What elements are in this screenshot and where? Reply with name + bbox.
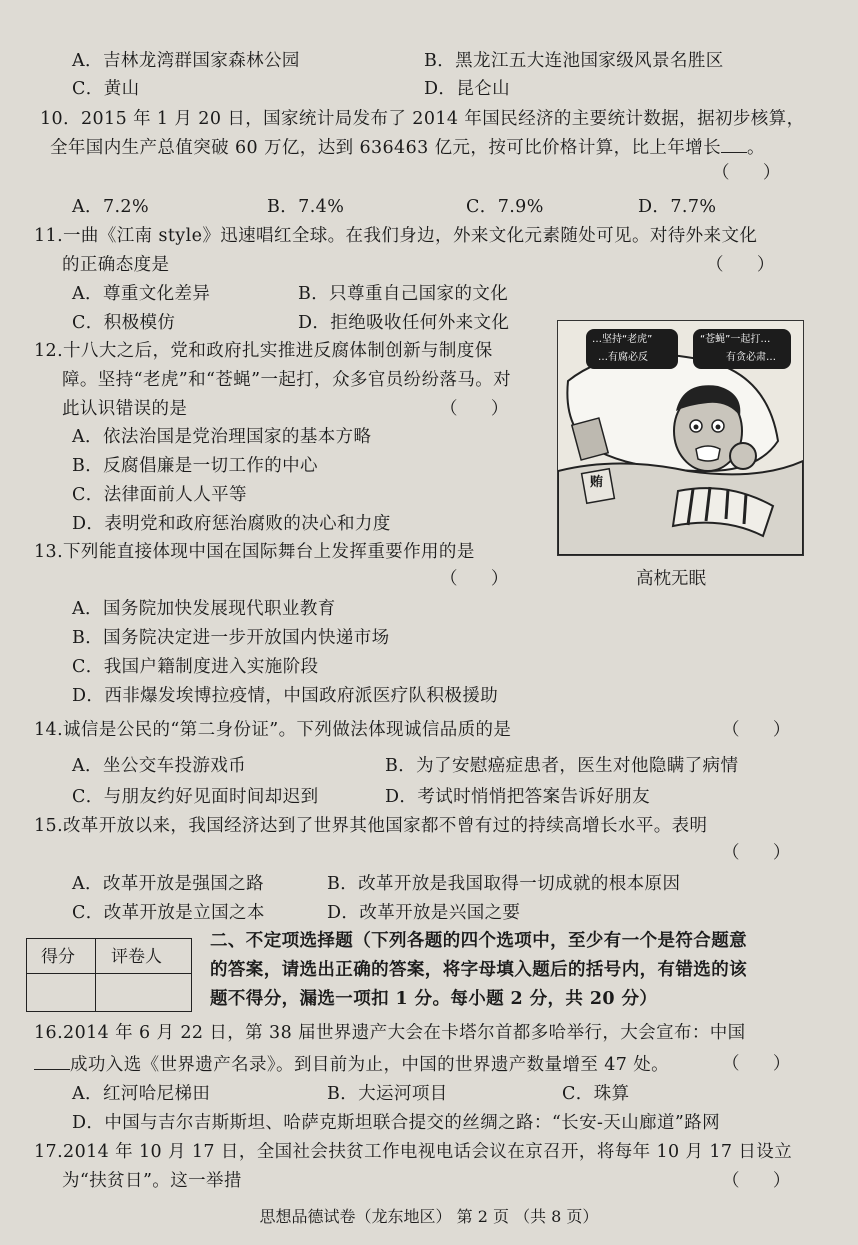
q13-stem-line1: 13.下列能直接体现中国在国际舞台上发挥重要作用的是 [34, 542, 475, 562]
q11-stem-line1: 11.一曲《江南 style》迅速唱红全球。在我们身边，外来文化元素随处可见。对待外来文化 [34, 226, 758, 246]
q10-answer-paren: （ ） [712, 163, 781, 183]
q12-stem-line3: 此认识错误的是 [62, 399, 188, 419]
q16-stem-text: 成功入选《世界遗产名录》。到目前为止，中国的世界遗产数量增至 47 处。 [70, 1055, 670, 1075]
q15-option-b: B．改革开放是我国取得一切成就的根本原因 [327, 874, 681, 894]
q17-stem-line2: 为“扶贫日”。这一举措 [62, 1171, 242, 1191]
answer-blank [721, 136, 747, 153]
q10-stem-line2 [50, 136, 765, 159]
q12-option-b: B．反腐倡廉是一切工作的中心 [72, 456, 318, 476]
q16-stem-line1: 16.2014 年 6 月 22 日，第 38 届世界遗产大会在卡塔尔首都多哈举行，大会宣布：中国 [34, 1023, 746, 1043]
q15-option-a: A．改革开放是强国之路 [72, 874, 265, 894]
q12-stem-line2: 障。坚持“老虎”和“苍蝇”一起打，众多官员纷纷落马。对 [62, 370, 512, 390]
q16-option-a: A．红河哈尼梯田 [72, 1084, 211, 1104]
q11-option-c: C．积极模仿 [72, 313, 176, 333]
cartoon-bubble-left-bottom: …有腐必反 [598, 352, 648, 363]
q12-option-d: D．表明党和政府惩治腐败的决心和力度 [72, 514, 391, 534]
q13-option-b: B．国务院决定进一步开放国内快递市场 [72, 628, 390, 648]
q13-option-d: D．西非爆发埃博拉疫情，中国政府派医疗队积极援助 [72, 686, 499, 706]
q10-stem-line1: 10．2015 年 1 月 20 日，国家统计局发布了 2014 年国民经济的主要统计数据，据初步核算， [40, 109, 805, 129]
cartoon-illustration [557, 320, 804, 556]
q11-option-b: B．只尊重自己国家的文化 [298, 284, 509, 304]
q14-option-c: C．与朋友约好见面时间却迟到 [72, 787, 319, 807]
q10-option-c: C．7.9% [466, 197, 544, 217]
q14-option-a: A．坐公交车投游戏币 [72, 756, 247, 776]
q15-option-d: D．改革开放是兴国之要 [327, 903, 521, 923]
q16-option-d: D．中国与吉尔吉斯斯坦、哈萨克斯坦联合提交的丝绸之路：“长安-天山廊道”路网 [72, 1113, 721, 1133]
q15-option-c: C．改革开放是立国之本 [72, 903, 265, 923]
section2-instructions-line2: 的答案，请选出正确的答案，将字母填入题后的括号内，有错选的该 [210, 960, 747, 980]
q12-answer-paren: （ ） [440, 399, 509, 419]
q16-option-c: C．珠算 [562, 1084, 630, 1104]
score-table [26, 938, 192, 1012]
cartoon-bribe-tag: 贿 [590, 475, 604, 490]
q17-answer-paren: （ ） [722, 1171, 791, 1191]
q12-option-c: C．法律面前人人平等 [72, 485, 247, 505]
q13-answer-paren: （ ） [440, 569, 509, 589]
q17-stem-line1: 17.2014 年 10 月 17 日，全国社会扶贫工作电视电话会议在京召开，将每年 10 月 17 日设立 [34, 1142, 793, 1162]
q10-stem-text: 全年国内生产总值突破 60 万亿，达到 636463 亿元，按可比价格计算，比上年增长 [50, 138, 722, 158]
q9-option-d: D．昆仑山 [424, 79, 511, 99]
section2-instructions-line1: 二、不定项选择题（下列各题的四个选项中，至少有一个是符合题意 [210, 931, 747, 951]
q15-answer-paren: （ ） [722, 843, 791, 863]
q13-option-a: A．国务院加快发展现代职业教育 [72, 599, 336, 619]
q14-stem-line1: 14.诚信是公民的“第二身份证”。下列做法体现诚信品质的是 [34, 720, 512, 740]
q9-option-b: B．黑龙江五大连池国家级风景名胜区 [424, 51, 724, 71]
q10-option-b: B．7.4% [267, 197, 345, 217]
q16-option-b: B．大运河项目 [327, 1084, 448, 1104]
q16-answer-paren: （ ） [722, 1054, 791, 1074]
q9-option-a: A．吉林龙湾群国家森林公园 [72, 51, 300, 71]
q14-answer-paren: （ ） [722, 720, 791, 740]
q12-option-a: A．依法治国是党治理国家的基本方略 [72, 427, 372, 447]
score-label: 得分 [41, 947, 75, 967]
q11-stem-line2: 的正确态度是 [62, 255, 170, 275]
answer-blank [34, 1053, 70, 1070]
q13-option-c: C．我国户籍制度进入实施阶段 [72, 657, 319, 677]
q12-stem-line1: 12.十八大之后，党和政府扎实推进反腐体制创新与制度保 [34, 341, 493, 361]
grader-label: 评卷人 [111, 947, 162, 967]
q16-stem-line2 [34, 1053, 669, 1076]
q10-option-a: A．7.2% [72, 197, 149, 217]
cartoon-bubble-right-top: “苍蝇”一起打… [700, 334, 771, 345]
q11-option-d: D．拒绝吸收任何外来文化 [298, 313, 510, 333]
cartoon-caption: 高枕无眠 [636, 569, 706, 589]
q9-option-c: C．黄山 [72, 79, 140, 99]
q14-option-b: B．为了安慰癌症患者，医生对他隐瞒了病情 [385, 756, 739, 776]
q10-stem-end: 。 [747, 138, 765, 158]
q10-option-d: D．7.7% [638, 197, 717, 217]
cartoon-bubble-right-bottom: 有贪必肃… [726, 352, 776, 363]
q14-option-d: D．考试时悄悄把答案告诉好朋友 [385, 787, 651, 807]
cartoon-bubble-left-top: …坚持“老虎” [592, 334, 653, 345]
section2-instructions-line3: 题不得分，漏选一项扣 1 分。每小题 2 分，共 20 分） [210, 989, 658, 1009]
page-footer: 思想品德试卷（龙东地区） 第 2 页 （共 8 页） [259, 1207, 599, 1226]
q11-option-a: A．尊重文化差异 [72, 284, 211, 304]
q15-stem-line1: 15.改革开放以来，我国经济达到了世界其他国家都不曾有过的持续高增长水平。表明 [34, 816, 708, 836]
q11-answer-paren: （ ） [706, 255, 775, 275]
